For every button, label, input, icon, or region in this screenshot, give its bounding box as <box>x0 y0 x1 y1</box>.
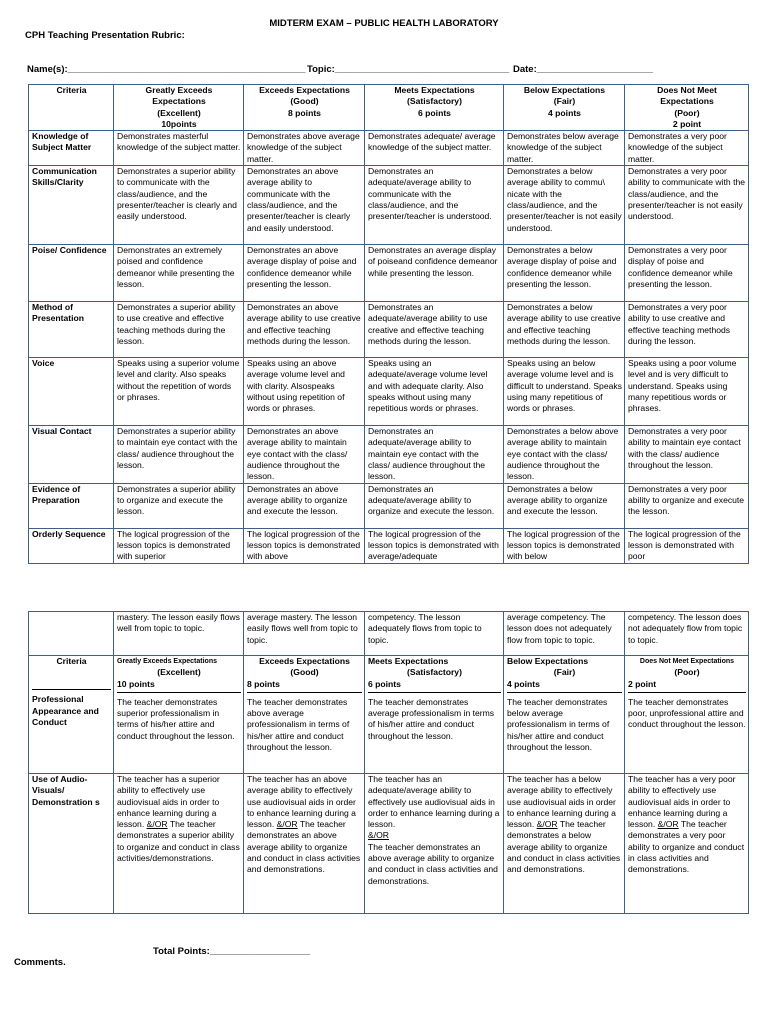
rubric-cell: The teacher has an adequate/average ability to effectively use audiovisual aids in order to enhance learning during a lesson. &/OR The teacher demonstrates an above average ability to organize and conduct in class activities and demonstrations. <box>365 774 504 914</box>
divider <box>628 692 746 693</box>
rubric-cell: Demonstrates a below average display of poise and confidence demeanor while presenting the lesson. <box>504 245 625 302</box>
header-good: Exceeds Expectations (Good) 8 points <box>244 85 365 131</box>
header-row <box>29 85 749 131</box>
table-row <box>29 166 749 245</box>
total-points-field[interactable]: Total Points:___________________ <box>153 946 311 957</box>
names-field[interactable]: Name(s):_____________________________________________ <box>27 64 306 75</box>
table-row <box>29 131 749 166</box>
table-row <box>29 656 749 774</box>
criteria-heading: Criteria <box>56 656 87 666</box>
rubric-cell: Demonstrates an adequate/average ability to organize and execute the lesson. <box>365 483 504 528</box>
rubric-table-page1 <box>28 84 749 564</box>
table-row <box>29 612 749 656</box>
rubric-cell: Demonstrates a below average ability to organize and execute the lesson. <box>504 483 625 528</box>
rubric-cell: Demonstrates a very poor knowledge of the subject matter. <box>625 131 749 166</box>
rubric-cell: competency. The lesson adequately flows from topic to topic. <box>365 612 504 656</box>
criteria-label: Professional Appearance and Conduct <box>32 694 99 727</box>
rubric-cell: Demonstrates a superior ability to communicate with the class/audience, and the presenter/teacher is clearly and easily understood. <box>114 166 244 245</box>
criteria-cell: Visual Contact <box>29 426 114 483</box>
rubric-cell: Meets Expectations (Satisfactory) 6 points The teacher demonstrates average professionalism in terms of his/her attire and conduct throughout the lesson. <box>365 656 504 774</box>
rubric-cell: The logical progression of the lesson topics is demonstrated with above <box>244 528 365 563</box>
table-row <box>29 774 749 914</box>
rubric-cell: Speaks using a superior volume level and clarity. Also speaks without the repetition of words or phrases. <box>114 358 244 426</box>
rubric-cell: Demonstrates a superior ability to maintain eye contact with the class/ audience throughout the lesson. <box>114 426 244 483</box>
rubric-cell: Demonstrates an adequate/average ability to maintain eye contact with the class/ audience throughout the lesson. <box>365 426 504 483</box>
rubric-cell: mastery. The lesson easily flows well from topic to topic. <box>114 612 244 656</box>
table-row <box>29 426 749 483</box>
criteria-cell: Knowledge of Subject Matter <box>29 131 114 166</box>
rubric-cell: Demonstrates above average knowledge of the subject matter. <box>244 131 365 166</box>
rubric-cell: Demonstrates an average display of poiseand confidence demeanor while presenting the lesson. <box>365 245 504 302</box>
rubric-cell: The teacher has a superior ability to effectively use audiovisual aids in order to enhance learning during a lesson. &/OR The teacher demonstrates a superior ability to organize and conduct in class activities/demonstrations. <box>114 774 244 914</box>
rubric-cell: The logical progression of the lesson topics is demonstrated with average/adequate <box>365 528 504 563</box>
rubric-cell: The teacher has an above average ability to effectively use audiovisual aids in order to enhance learning during a lesson. &/OR The teacher demonstrates an above average ability to organize and conduct in class activities and demonstrations. <box>244 774 365 914</box>
rubric-cell: Demonstrates an above average ability to maintain eye contact with the class/ audience throughout the lesson. <box>244 426 365 483</box>
rubric-cell: average mastery. The lesson easily flows well from topic to topic. <box>244 612 365 656</box>
rubric-cell: Demonstrates an adequate/average ability to use creative and effective teaching methods during the lesson. <box>365 302 504 358</box>
header-poor: Does Not Meet Expectations (Poor) 2 point <box>625 85 749 131</box>
rubric-cell: The logical progression of the lesson is demonstrated with poor <box>625 528 749 563</box>
rubric-cell: Demonstrates a below average ability to use creative and effective teaching methods during the lesson. <box>504 302 625 358</box>
divider <box>507 692 622 693</box>
criteria-cell: Evidence of Preparation <box>29 483 114 528</box>
rubric-cell: Demonstrates a very poor ability to maintain eye contact with the class/ audience throughout the lesson. <box>625 426 749 483</box>
rubric-cell: competency. The lesson does not adequately flow from topic to topic. <box>625 612 749 656</box>
criteria-header: Criteria <box>29 85 114 131</box>
rubric-cell: Demonstrates an adequate/average ability to communicate with the class/audience, and the presenter/teacher is understood. <box>365 166 504 245</box>
divider <box>368 692 501 693</box>
criteria-cell: Voice <box>29 358 114 426</box>
rubric-cell: Demonstrates an above average display of poise and confidence demeanor while presenting the lesson. <box>244 245 365 302</box>
rubric-table-page2 <box>28 611 749 914</box>
rubric-cell: Demonstrates a below above average ability to maintain eye contact with the class/ audience throughout the lesson. <box>504 426 625 483</box>
divider <box>32 689 111 690</box>
date-field[interactable]: Date:______________________ <box>513 64 653 75</box>
rubric-cell: Demonstrates a very poor display of poise and confidence demeanor while presenting the lesson. <box>625 245 749 302</box>
header-satisfactory: Meets Expectations (Satisfactory) 6 points <box>365 85 504 131</box>
rubric-cell: Below Expectations (Fair) 4 points The teacher demonstrates below average professionalism in terms of his/her attire and conduct throughout the lesson. <box>504 656 625 774</box>
rubric-cell: Speaks using an adequate/average volume level and with adequate clarity. Also speaks without using many repetitious words or phrases. <box>365 358 504 426</box>
criteria-cell: Communication Skills/Clarity <box>29 166 114 245</box>
rubric-cell: Speaks using an below average volume level and is difficult to understand. Speaks using many repetitious of words or phrases. <box>504 358 625 426</box>
criteria-cell <box>29 612 114 656</box>
table-row <box>29 528 749 563</box>
rubric-cell: The logical progression of the lesson topics is demonstrated with superior <box>114 528 244 563</box>
rubric-cell: Demonstrates an extremely poised and confidence demeanor while presenting the lesson. <box>114 245 244 302</box>
comments-label: Comments. <box>14 957 66 968</box>
rubric-cell: Demonstrates an above average ability to organize and execute the lesson. <box>244 483 365 528</box>
table-row <box>29 245 749 302</box>
rubric-cell: The teacher has a below average ability to effectively use audiovisual aids in order to enhance learning during a lesson. &/OR The teacher demonstrates a below average ability to organize and conduct in class activities and demonstrations. <box>504 774 625 914</box>
criteria-cell <box>29 656 114 774</box>
rubric-cell: The logical progression of the lesson topics is demonstrated with below <box>504 528 625 563</box>
rubric-cell: Greatly Exceeds Expectations (Excellent) 10 points The teacher demonstrates superior professionalism in terms of his/her attire and conduct throughout the lesson. <box>114 656 244 774</box>
rubric-cell: Demonstrates a below average ability to commu\ nicate with the class/audience, and the presenter/teacher is not easily understood. <box>504 166 625 245</box>
rubric-cell: Demonstrates a superior ability to organize and execute the lesson. <box>114 483 244 528</box>
header-excellent: Greatly Exceeds Expectations (Excellent) 10points <box>114 85 244 131</box>
rubric-cell: Exceeds Expectations (Good) 8 points The teacher demonstrates above average professionalism in terms of his/her attire and conduct throughout the lesson. <box>244 656 365 774</box>
criteria-cell: Orderly Sequence <box>29 528 114 563</box>
table-row <box>29 358 749 426</box>
topic-field[interactable]: Topic:_________________________________ <box>307 64 510 75</box>
rubric-cell: Demonstrates adequate/ average knowledge of the subject matter. <box>365 131 504 166</box>
rubric-cell: Speaks using a poor volume level and is very difficult to understand. Speaks using many repetitious words or phrases. <box>625 358 749 426</box>
rubric-cell: Demonstrates a very poor ability to use creative and effective teaching methods during the lesson. <box>625 302 749 358</box>
rubric-cell: Demonstrates a superior ability to use creative and effective teaching methods during the lesson. <box>114 302 244 358</box>
criteria-cell: Method of Presentation <box>29 302 114 358</box>
rubric-cell: Demonstrates a very poor ability to organize and execute the lesson. <box>625 483 749 528</box>
rubric-cell: Speaks using an above average volume level and with clarity. Alsospeaks without using repetition of words or phrases. <box>244 358 365 426</box>
exam-title: MIDTERM EXAM – PUBLIC HEALTH LABORATORY <box>269 18 499 29</box>
criteria-cell: Poise/ Confidence <box>29 245 114 302</box>
rubric-cell: The teacher has a very poor ability to effectively use audiovisual aids in order to enhance learning during a lesson. &/OR The teacher demonstrates a very poor ability to organize and conduct in class activities and demonstrations. <box>625 774 749 914</box>
rubric-cell: average competency. The lesson does not adequately flow from topic to topic. <box>504 612 625 656</box>
table-row <box>29 483 749 528</box>
rubric-cell: Demonstrates an above average ability to communicate with the class/audience, and the presenter/teacher is clearly and easily understood. <box>244 166 365 245</box>
rubric-cell: Demonstrates a very poor ability to communicate with the class/audience, and the presenter/teacher is not easily understood. <box>625 166 749 245</box>
table-row <box>29 302 749 358</box>
criteria-cell: Use of Audio-Visuals/ Demonstration s <box>29 774 114 914</box>
divider <box>117 692 241 693</box>
rubric-subtitle: CPH Teaching Presentation Rubric: <box>25 30 185 41</box>
rubric-cell: Does Not Meet Expectations (Poor) 2 point The teacher demonstrates poor, unprofessional attire and conduct throughout the lesson. <box>625 656 749 774</box>
rubric-cell: Demonstrates an above average ability to use creative and effective teaching methods during the lesson. <box>244 302 365 358</box>
rubric-cell: Demonstrates below average knowledge of the subject matter. <box>504 131 625 166</box>
rubric-cell: Demonstrates masterful knowledge of the subject matter. <box>114 131 244 166</box>
header-fair: Below Expectations (Fair) 4 points <box>504 85 625 131</box>
divider <box>247 692 362 693</box>
